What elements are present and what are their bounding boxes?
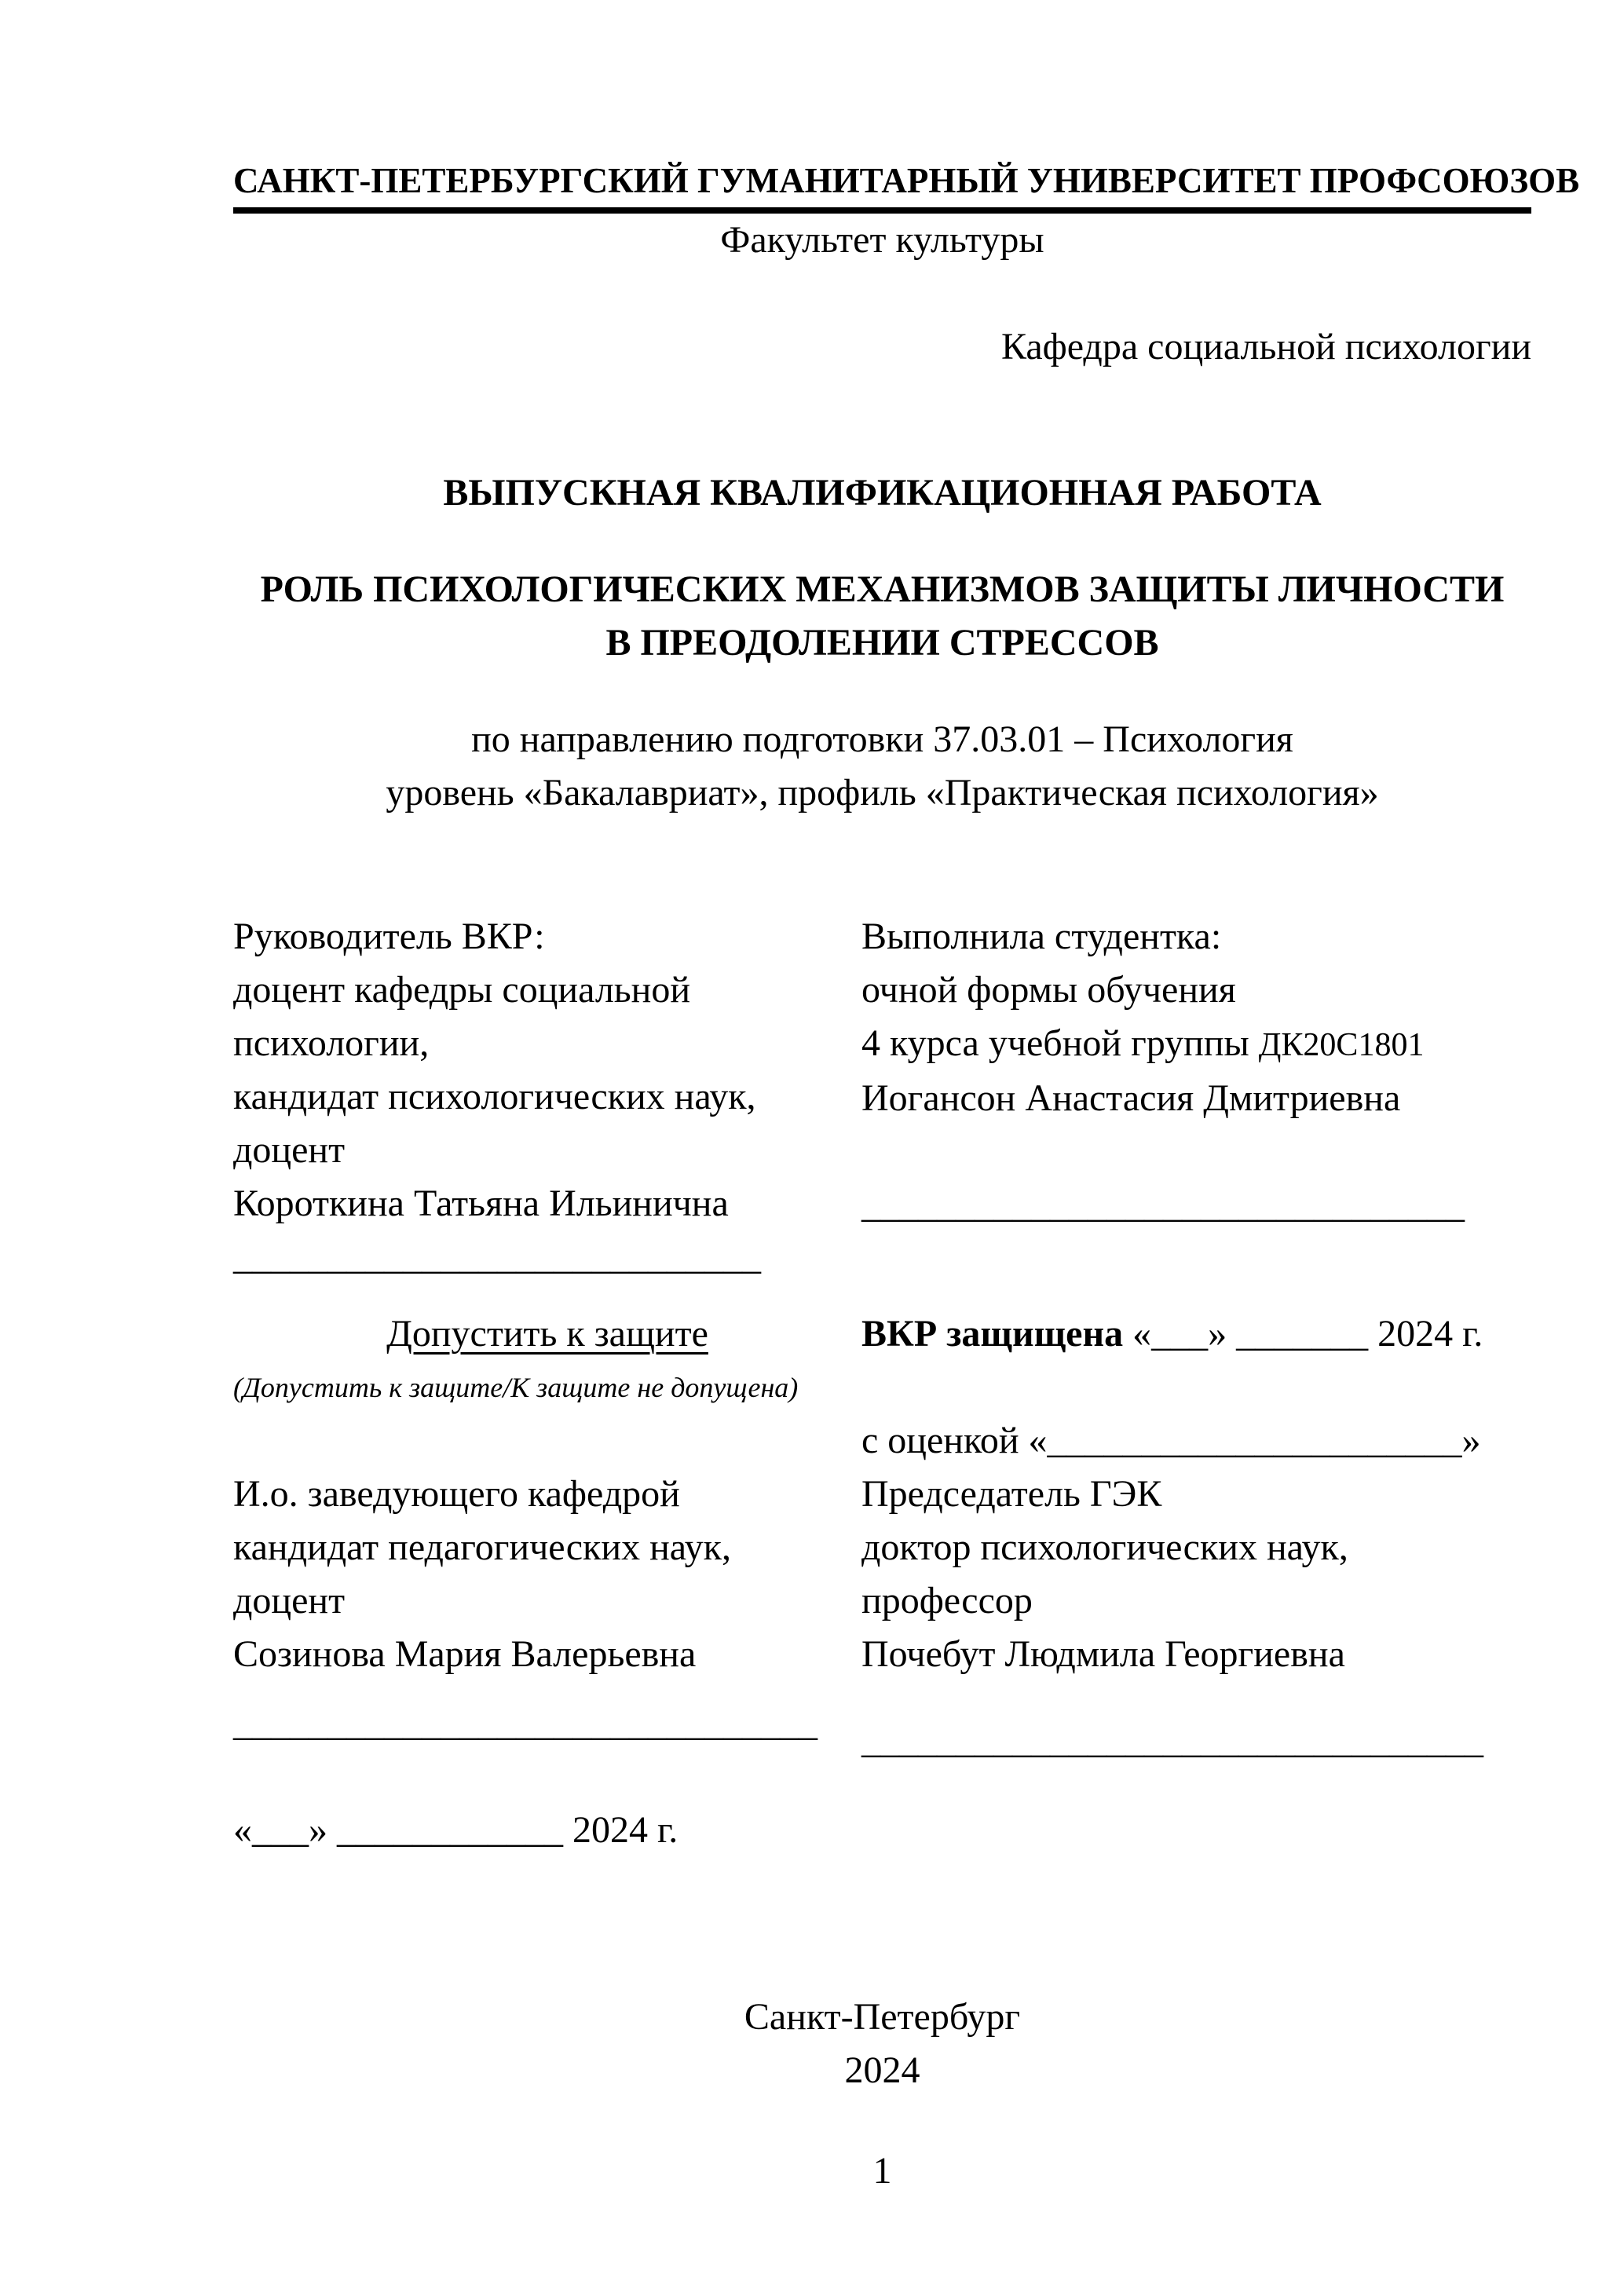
supervisor-line: доцент <box>233 1129 346 1171</box>
admission-line: И.о. заведующего кафедрой <box>233 1473 680 1515</box>
defense-block <box>861 1307 1531 1681</box>
admission-line: доцент <box>233 1580 346 1621</box>
defense-signature-line: _________________________________ <box>861 1720 1483 1761</box>
defense-line: профессор <box>861 1580 1033 1621</box>
student-signature-line: ________________________________ <box>861 1184 1465 1226</box>
footer-city: Санкт-Петербург <box>744 1996 1021 2038</box>
signatures-section <box>233 1697 1531 1768</box>
credentials-section <box>233 910 1531 1284</box>
program-info <box>233 713 1531 820</box>
university-name: САНКТ-ПЕТЕРБУРГСКИЙ ГУМАНИТАРНЫЙ УНИВЕРСИТЕТ ПРОФСОЮЗОВ <box>233 154 1531 214</box>
defense-line: доктор психологических наук, <box>861 1526 1348 1568</box>
spacer <box>861 1125 1531 1179</box>
footer-year: 2024 <box>844 2049 920 2091</box>
admission-heading: Допустить к защите <box>386 1313 708 1355</box>
spacer <box>233 267 1531 320</box>
thesis-title-line-2: В ПРЕОДОЛЕНИИ СТРЕССОВ <box>605 622 1159 664</box>
defense-signature-block <box>861 1697 1531 1768</box>
defense-heading-date: «___» _______ 2024 г. <box>1123 1313 1483 1355</box>
program-direction: по направлению подготовки 37.03.01 – Психология <box>471 718 1293 760</box>
student-group-code: ДК20С1801 <box>1258 1027 1425 1063</box>
supervisor-line: доцент кафедры социальной <box>233 969 691 1011</box>
admission-line: кандидат педагогических наук, <box>233 1526 731 1568</box>
department-name: Кафедра социальной психологии <box>1000 326 1531 367</box>
defense-heading-label: ВКР защищена <box>861 1313 1124 1355</box>
defense-chair-name: Почебут Людмила Георгиевна <box>861 1633 1345 1675</box>
student-name: Иогансон Анастасия Дмитриевна <box>861 1077 1401 1119</box>
admission-official-name: Созинова Мария Валерьевна <box>233 1633 697 1675</box>
supervisor-block <box>233 910 861 1284</box>
faculty-name: Факультет культуры <box>720 219 1044 261</box>
admission-block <box>233 1307 861 1681</box>
supervisor-heading: Руководитель ВКР: <box>233 916 545 957</box>
spacer <box>861 1361 1531 1414</box>
program-level: уровень «Бакалавриат», профиль «Практическая психология» <box>386 772 1379 813</box>
student-line: очной формы обучения <box>861 969 1236 1011</box>
defense-line: Председатель ГЭК <box>861 1473 1162 1515</box>
defense-grade-line: с оценкой «______________________» <box>861 1420 1481 1461</box>
student-group-prefix: 4 курса учебной группы <box>861 1022 1259 1064</box>
student-group-line <box>861 1017 1531 1072</box>
student-block <box>861 910 1531 1232</box>
thesis-title <box>233 563 1531 670</box>
admission-signature-line: _______________________________ <box>233 1702 817 1744</box>
admission-note: (Допустить к защите/К защите не допущена) <box>233 1372 799 1403</box>
supervisor-line: кандидат психологических наук, <box>233 1076 756 1117</box>
student-heading: Выполнила студентка: <box>861 916 1222 957</box>
thesis-title-line-1: РОЛЬ ПСИХОЛОГИЧЕСКИХ МЕХАНИЗМОВ ЗАЩИТЫ ЛИЧНОСТИ <box>260 569 1505 610</box>
defense-heading <box>861 1307 1531 1361</box>
page-number: 1 <box>872 2150 892 2192</box>
admission-signature-block <box>233 1697 861 1750</box>
supervisor-line: психологии, <box>233 1022 430 1064</box>
admission-date-line: «___» ____________ 2024 г. <box>233 1809 678 1851</box>
approval-section <box>233 1307 1531 1681</box>
supervisor-signature-line: ____________________________ <box>233 1236 761 1278</box>
work-type-heading: ВЫПУСКНАЯ КВАЛИФИКАЦИОННАЯ РАБОТА <box>443 472 1322 514</box>
supervisor-name: Короткина Татьяна Ильинична <box>233 1183 729 1224</box>
spacer <box>233 1414 861 1468</box>
